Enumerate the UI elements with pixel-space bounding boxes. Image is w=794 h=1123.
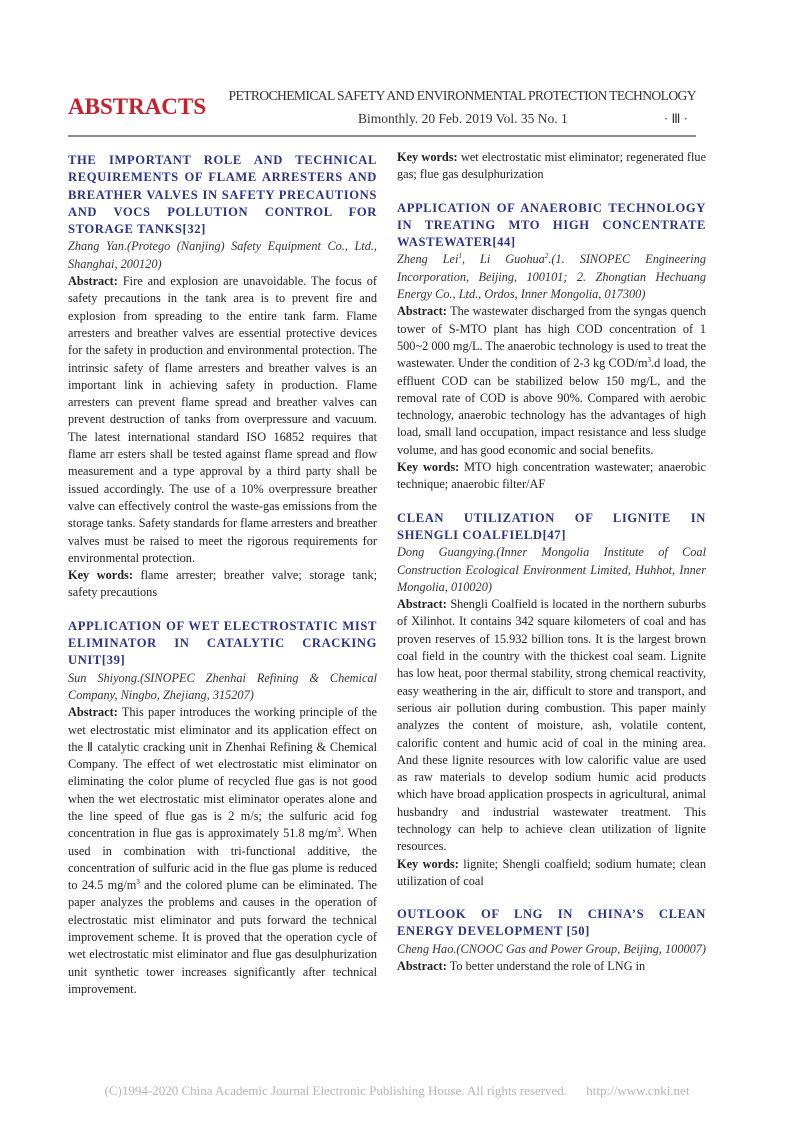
- superscript: 3: [136, 878, 140, 887]
- superscript: 2: [544, 252, 549, 261]
- article-title: THE IMPORTANT ROLE AND TECHNICAL REQUIREMENTS OF FLAME ARRESTERS AND BREATHER VALVES IN SAFETY PRECAUTIONS AND VOCS POLLUTION CONTROL FOR STORAGE TANKS[32]: [68, 153, 377, 237]
- author-affiliation: .(1. SINOPEC Engineering Incorporation, Beijing, 100101; 2. Zhongtian Hechuang Energy Co., Ltd., Ordos, Inner Mongolia, 017300): [397, 252, 706, 302]
- keywords-text: flame arrester; breather valve; storage tank; safety precautions: [68, 568, 378, 600]
- footer-url[interactable]: http://www.cnki.net: [586, 1083, 690, 1098]
- abstract-text: The wastewater discharged from the syngas quench tower of S-MTO plant has high COD concentration of 1 500~2 000 mg/L. The anaerobic technology is used to treat the wastewater. Under the condition of 2-3 kg COD/m: [397, 304, 706, 371]
- article-authors: Cheng Hao.(CNOOC Gas and Power Group, Beijing, 100007): [397, 941, 707, 956]
- section-title: ABSTRACTS: [68, 94, 207, 119]
- article-abstract: [397, 596, 706, 855]
- article-abstract: [397, 958, 706, 975]
- abstract-label: Abstract:: [397, 304, 447, 319]
- journal-name: PETROCHEMICAL SAFETY AND ENVIRONMENTAL PROTECTION TECHNOLOGY: [228, 88, 696, 103]
- article-title: APPLICATION OF ANAEROBIC TECHNOLOGY IN TREATING MTO HIGH CONCENTRATE WASTEWATER[44]: [397, 200, 706, 250]
- keywords-text: wet electrostatic mist eliminator; regenerated flue gas; flue gas desulphurization: [397, 150, 707, 182]
- article: [397, 906, 706, 975]
- article: [68, 152, 377, 602]
- article-keywords: [397, 459, 706, 494]
- left-column: [68, 152, 377, 1010]
- article-abstract: [68, 273, 377, 567]
- keywords-text: lignite; Shengli coalfield; sodium humate; clean utilization of coal: [397, 856, 707, 888]
- article-authors: Sun Shiyong.(SINOPEC Zhenhai Refining & Chemical Company, Ningbo, Zhejiang, 315207): [68, 670, 377, 702]
- abstract-label: Abstract:: [397, 597, 447, 612]
- keywords-label: Key words:: [397, 150, 458, 164]
- page-header: [68, 86, 696, 136]
- article-authors: Zhang Yan.(Protego (Nanjing) Safety Equipment Co., Ltd., Shanghai, 200120): [68, 239, 377, 271]
- abstract-text: and the colored plume can be eliminated. The paper analyzes the problems and causes in the operation of electrostatic mist eliminator and puts forward the technical improvement scheme. It is proved that the operation cycle of wet electrostatic mist eliminator and flue gas desulphurization unit synthetic tower increases significantly after technical improvement.: [68, 878, 377, 996]
- author-name: , Li Guohua: [461, 252, 545, 267]
- superscript: 1: [458, 252, 462, 261]
- article-abstract: [397, 303, 706, 459]
- abstract-text: Shengli Coalfield is located in the northern suburbs of Xilinhot. It contains 342 square kilometers of coal and has proven reserves of 15.932 billion tons. It is the largest brown coal field in the country with the thickest coal seam. Lignite has low heat, poor thermal stability, strong chemical reactivity, easy weathering in the air, difficult to store and transport, and serious air pollution during combustion. This paper mainly analyzes the content of moisture, ash, volatile content, calorific content and humic acid of coal in the mining area. And these lignite resources with low calorific value are used as raw materials to develop sodium humic acid products which have broad application prospects in agricultural, animal husbandry and industrial wastewater treatment. This technology can help to achieve clean utilization of lignite resources.: [397, 597, 706, 854]
- page-footer: [0, 1083, 794, 1099]
- article-authors: Dong Guangying.(Inner Mongolia Institute of Coal Construction Ecological Environment Limited, Huhhot, Inner Mongolia, 010020): [397, 545, 706, 594]
- keywords-label: Key words:: [68, 568, 133, 583]
- abstract-text: Fire and explosion are unavoidable. The focus of safety precautions in the tank area is to prevent fire and explosion from spreading to the entire tank farm. Flame arresters and breather valves are essential protective devices for the safety in production and environmental protection. The intrinsic safety of flame arresters and breather valves is an important link in achieving safety in production. Flame arresters can prevent flame spread and breather valves can prevent destruction of tanks from overpressure and vacuum. The latest international standard ISO 16852 requires that flame arr esters shall be tested against flame spread and flow measurement and a type approval by a third party shall be issued accordingly. The use of a 10% overpressure breather valve can effectively control the waste-gas emissions from the storage tanks. Safety standards for flame arresters and breather valves must be raised to meet the rigorous requirements for environmental protection.: [68, 274, 378, 565]
- issue-info: Bimonthly. 20 Feb. 2019 Vol. 35 No. 1: [358, 111, 568, 126]
- abstract-text: . When used in combination with tri-functional additive, the concentration of sulfuric acid in the flue gas plume is reduced to 24.5 mg/m: [68, 826, 377, 893]
- article-abstract: [68, 704, 377, 998]
- superscript: 3: [337, 826, 341, 835]
- article-title: CLEAN UTILIZATION OF LIGNITE IN SHENGLI COALFIELD[47]: [397, 510, 706, 542]
- abstract-text: .d load, the effluent COD can be stabilized below 150 mg/L, and the removal rate of COD is above 90%. Compared with aerobic technology, anaerobic technology has the advantages of high load, small land occupation, impact resistance and less sludge volume, and has good economic and social benefits.: [397, 356, 706, 457]
- article: [68, 618, 377, 999]
- keywords-label: Key words:: [397, 856, 459, 871]
- superscript: 3: [647, 356, 652, 365]
- article-continued: [397, 149, 706, 184]
- article-title: OUTLOOK OF LNG IN CHINA’S CLEAN ENERGY DEVELOPMENT [50]: [397, 907, 706, 939]
- abstract-label: Abstract:: [397, 959, 447, 974]
- copyright-notice: (C)1994-2020 China Academic Journal Electronic Publishing House. All rights reserved.: [104, 1083, 568, 1098]
- keywords-label: Key words:: [397, 460, 460, 475]
- page-number: · Ⅲ ·: [663, 111, 688, 126]
- keywords-text: MTO high concentration wastewater; anaerobic technique; anaerobic filter/AF: [397, 460, 706, 492]
- article-keywords: [68, 567, 377, 602]
- abstract-text: This paper introduces the working principle of the wet electrostatic mist eliminator and its application effect on the Ⅱ catalytic cracking unit in Zhenhai Refining & Chemical Company. The effect of wet electrostatic mist eliminator on eliminating the color plume of recycled flue gas is not good when the wet electrostatic mist eliminator operates alone and the line speed of flue gas is 2 m/s; the sulfuric acid fog concentration in flue gas is approximately 51.8 mg/m: [68, 705, 377, 841]
- right-column: [397, 149, 706, 987]
- abstract-text: To better understand the role of LNG in: [449, 959, 646, 974]
- article-title: APPLICATION OF WET ELECTROSTATIC MIST ELIMINATOR IN CATALYTIC CRACKING UNIT[39]: [68, 618, 377, 668]
- article-keywords: [397, 149, 706, 184]
- author-name: Zheng Lei: [397, 252, 459, 267]
- header-rule: [68, 135, 696, 137]
- article: [397, 200, 706, 494]
- article-authors: [397, 251, 706, 303]
- article-keywords: [397, 856, 706, 891]
- abstract-label: Abstract:: [68, 274, 118, 289]
- article: [397, 510, 706, 891]
- abstract-label: Abstract:: [68, 705, 118, 720]
